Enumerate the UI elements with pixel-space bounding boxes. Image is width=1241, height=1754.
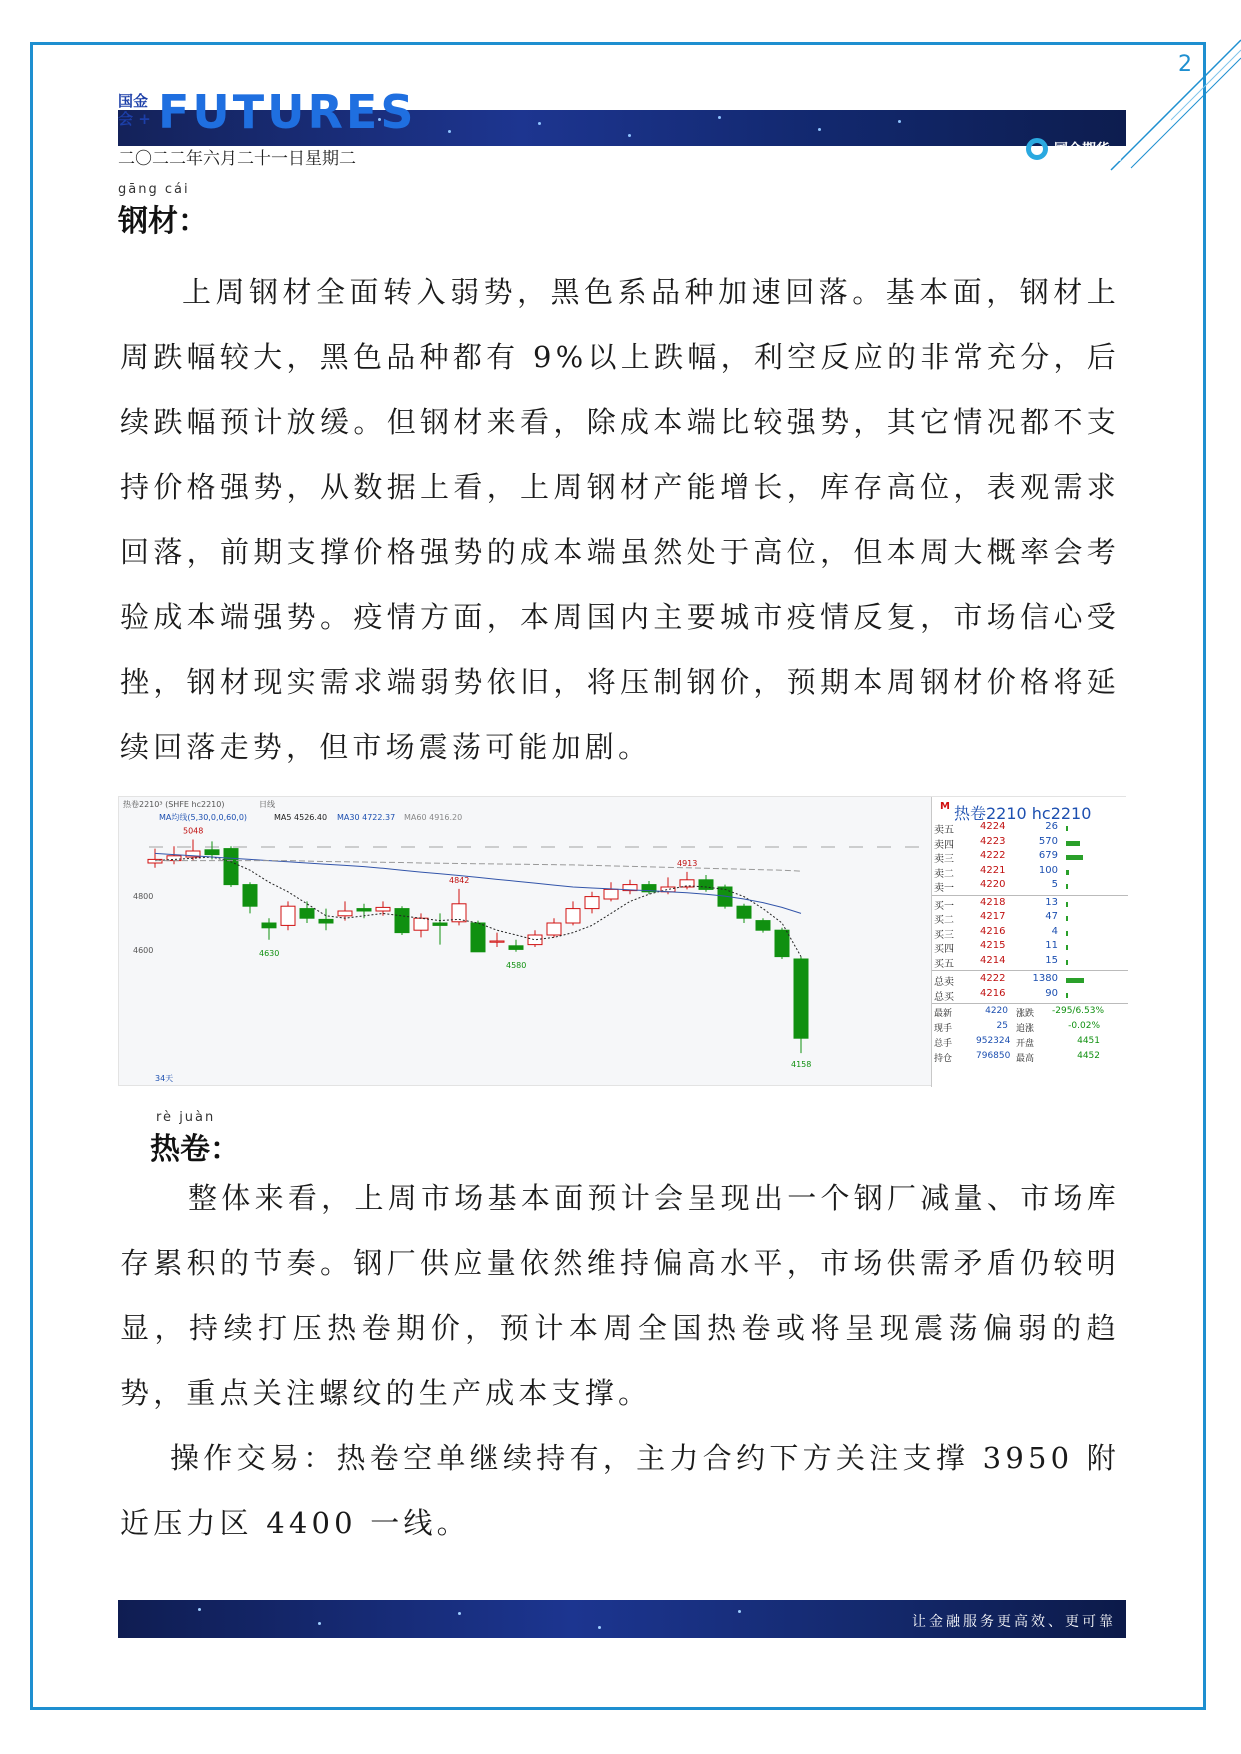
- price-annotation: 4158: [791, 1060, 812, 1070]
- bid-row-pr: 4218: [980, 896, 1006, 908]
- axis-label-4800: 4800: [133, 892, 154, 901]
- bid-row-lab: 买二: [934, 915, 954, 926]
- price-annotation: 5048: [183, 826, 204, 836]
- candle-body: [357, 909, 371, 911]
- chart-ma-label: MA均线(5,30,0,0,60,0): [159, 813, 248, 822]
- price-annotation: 4630: [259, 948, 280, 958]
- price-annotation: 4913: [677, 858, 698, 868]
- steel-paragraph: 上周钢材全面转入弱势，黑色系品种加速回落。基本面，钢材上周跌幅较大，黑色品种都有 9%以上跌幅，利空反应的非常充分，后续跌幅预计放缓。但钢材来看，除成本端比较强势，其它情况都不支持价格强势，从数据上看，上周钢材产能增长，库存高位，表观需求回落，前期支撑价格强势的成本端虽然处于高位，但本周大概率会考验成本端强势。疫情方面，本周国内主要城市疫情反复，市场信心受挫，钢材现实需求端弱势依旧，将压制钢价，预期本周钢材价格将延续回落走势，但市场震荡可能加剧。: [120, 275, 1120, 764]
- ask-row-vol: 26: [1045, 821, 1058, 832]
- quote-panel: [931, 797, 1127, 1087]
- ask-row-pr: 4223: [980, 835, 1006, 847]
- ask-row-lab: 卖二: [934, 868, 954, 880]
- stat-label: 开盘: [1016, 1039, 1035, 1049]
- candle-body: [167, 856, 181, 861]
- chart-ma5: MA5 4526.40: [274, 813, 328, 822]
- chart-period: 日线: [259, 800, 275, 809]
- volume-bar: [1066, 855, 1083, 860]
- candle-body: [528, 935, 542, 945]
- report-date: 二〇二二年六月二十一日星期二: [118, 149, 356, 169]
- candle-body: [338, 911, 352, 916]
- brand-cn: 国金会 +: [118, 92, 151, 128]
- bid-row-vol: 11: [1045, 940, 1058, 951]
- volume-bar: [1066, 826, 1068, 831]
- ask-row-lab: 卖五: [934, 825, 954, 836]
- ask-row-lab: 卖一: [934, 883, 954, 894]
- stat-value: 952324: [976, 1036, 1011, 1046]
- stat-label: 总手: [934, 1039, 953, 1049]
- stat-value: -0.02%: [1068, 1021, 1100, 1031]
- bid-row-vol: 4: [1051, 925, 1058, 937]
- stat-label: 追涨: [1016, 1024, 1035, 1034]
- stat-value: -295/6.53%: [1052, 1006, 1105, 1016]
- chart-ma30: MA30 4722.37: [337, 813, 396, 822]
- kline-chart: [118, 796, 1126, 1086]
- bid-row-vol: 15: [1045, 954, 1058, 966]
- ask-row-vol: 679: [1038, 850, 1058, 861]
- candle-body: [281, 906, 295, 925]
- kline-svg: [119, 797, 931, 1087]
- bid-row-lab: 买四: [934, 944, 954, 955]
- quote-separator: [932, 970, 1128, 971]
- hotroll-pinyin: rè juàn: [156, 1110, 216, 1125]
- ask-row-vol: 5: [1051, 879, 1058, 890]
- volume-bar: [1066, 916, 1068, 921]
- candle-body: [604, 889, 618, 899]
- total-row-lab: 总卖: [934, 977, 954, 988]
- chart-ma60: MA60 4916.20: [404, 813, 463, 822]
- ask-row-pr: 4221: [980, 864, 1006, 876]
- chart-top-label: 热卷2210³ (SHFE hc2210): [123, 800, 225, 809]
- candle-body: [243, 885, 257, 907]
- volume-bar: [1066, 841, 1080, 846]
- candle-body: [794, 959, 808, 1038]
- market-m-icon: M: [940, 801, 950, 812]
- ask-row-lab: 卖四: [934, 839, 954, 851]
- volume-bar: [1066, 978, 1084, 983]
- volume-bar: [1066, 884, 1068, 889]
- candle-body: [490, 941, 504, 942]
- candle-body: [547, 923, 561, 935]
- footer-slogan: 让金融服务更高效、更可靠: [912, 1614, 1116, 1630]
- candle-body: [262, 923, 276, 928]
- ask-row: [932, 879, 1128, 895]
- total-row-pr: 4222: [980, 973, 1006, 984]
- candle-body: [566, 909, 580, 923]
- axis-label-4600: 4600: [133, 946, 154, 955]
- days-label: 34天: [155, 1074, 174, 1083]
- company-logo: 国金期货 SINOLINK FUTURES: [1026, 138, 1110, 160]
- hotroll-paragraph-2: 操作交易：热卷空单继续持有，主力合约下方关注支撑 3950 附近压力区 4400 一线。: [120, 1441, 1120, 1540]
- total-row-vol: 90: [1045, 987, 1058, 999]
- candle-body: [471, 923, 485, 952]
- ask-row-vol: 100: [1038, 864, 1058, 876]
- candle-body: [376, 907, 390, 911]
- bid-row-pr: 4214: [980, 954, 1006, 966]
- bid-row-vol: 13: [1045, 896, 1058, 908]
- bid-row-pr: 4217: [980, 911, 1006, 922]
- stat-value: 25: [996, 1021, 1008, 1031]
- candle-body: [319, 919, 333, 923]
- quote-separator: [932, 895, 1128, 896]
- page-number: 2: [1178, 52, 1192, 77]
- bid-row-vol: 47: [1045, 911, 1058, 922]
- bid-row-lab: 买五: [934, 958, 954, 970]
- bid-row-lab: 买三: [934, 929, 954, 941]
- candle-body: [395, 909, 409, 933]
- brand-futures: FUTURES: [158, 85, 417, 139]
- candle-body: [775, 930, 789, 956]
- total-row-lab: 总买: [934, 991, 954, 1003]
- bid-row-pr: 4215: [980, 940, 1006, 951]
- volume-bar: [1066, 945, 1068, 950]
- stat-label: 最高: [1016, 1054, 1035, 1064]
- candle-body: [756, 921, 770, 931]
- volume-bar: [1066, 993, 1068, 998]
- stat-label: 最新: [934, 1009, 953, 1019]
- steel-title: 钢材：: [118, 204, 208, 239]
- quote-separator: [932, 1003, 1128, 1004]
- candle-body: [414, 918, 428, 930]
- candle-body: [224, 849, 238, 885]
- candle-body: [433, 923, 447, 925]
- total-row-pr: 4216: [980, 987, 1006, 999]
- stat-value: 4220: [985, 1006, 1008, 1016]
- ma60-line: [155, 858, 801, 872]
- volume-bar: [1066, 902, 1068, 907]
- stat-label: 持仓: [934, 1054, 953, 1064]
- stat-value: 4451: [1077, 1036, 1100, 1046]
- volume-bar: [1066, 870, 1069, 875]
- ask-row-vol: 570: [1038, 835, 1058, 847]
- footer-banner: [118, 1600, 1126, 1638]
- bid-row-pr: 4216: [980, 925, 1006, 937]
- volume-bar: [1066, 960, 1068, 965]
- hotroll-title: 热卷：: [150, 1132, 240, 1167]
- bid-row-lab: 买一: [934, 900, 954, 912]
- bid-row: [932, 955, 1128, 971]
- stat-value: 4452: [1077, 1051, 1100, 1061]
- candle-body: [585, 897, 599, 909]
- stat-label: 现手: [934, 1024, 953, 1034]
- stat-label: 涨跌: [1016, 1009, 1035, 1019]
- price-annotation: 4842: [449, 875, 470, 885]
- total-row: [932, 988, 1128, 1004]
- candle-body: [205, 850, 219, 855]
- candle-body: [680, 880, 694, 887]
- volume-bar: [1066, 931, 1068, 936]
- candle-body: [737, 906, 751, 918]
- quote-title: $^M$ 热卷2210 hc2210: [940, 801, 1092, 823]
- candle-body: [300, 909, 314, 919]
- ask-row-lab: 卖三: [934, 854, 954, 865]
- total-row-vol: 1380: [1032, 973, 1058, 984]
- ask-row-pr: 4220: [980, 879, 1006, 890]
- candle-body: [509, 946, 523, 950]
- candle-body: [699, 880, 713, 890]
- stat-value: 796850: [976, 1051, 1011, 1061]
- ask-row-pr: 4222: [980, 850, 1006, 861]
- price-annotation: 4580: [506, 960, 527, 970]
- sinolink-logo-icon: [1026, 138, 1048, 160]
- steel-pinyin: gāng cái: [118, 182, 190, 197]
- ask-row-pr: 4224: [980, 821, 1006, 832]
- hotroll-paragraph-1: 整体来看，上周市场基本面预计会呈现出一个钢厂减量、市场库存累积的节奏。钢厂供应量依然维持偏高水平，市场供需矛盾仍较明显，持续打压热卷期价，预计本周全国热卷或将呈现震荡偏弱的趋势，重点关注螺纹的生产成本支撑。: [120, 1181, 1120, 1410]
